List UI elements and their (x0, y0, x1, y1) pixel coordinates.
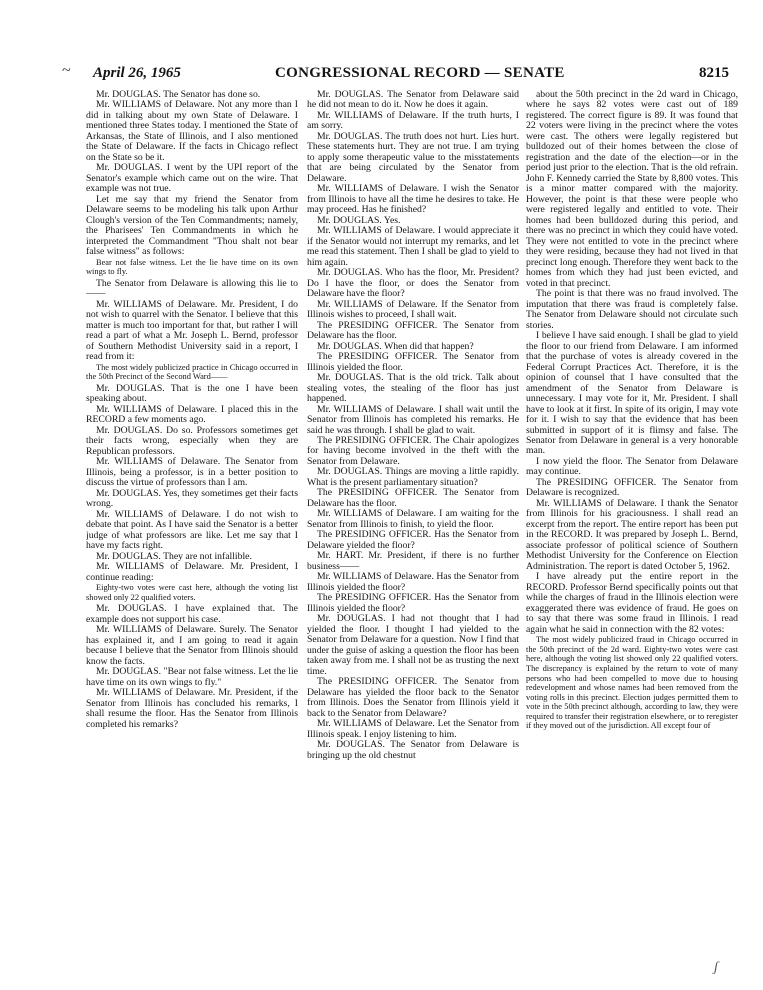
paragraph: I believe I have said enough. I shall be glad to yield the floor to our friend from Delaware. I am informed that the purchase of votes is already covered in the Federal Corrupt Practices Act. Therefore, it is the opinion of counsel that I have consulted that the amendment of the Senator from Delaware is unnecessary. I may vote for it, Mr. President. I shall have to look at it first. In spite of its origin, I may vote for it. I wish to say that the evidence that has been submitted in support of it is flimsy and false. The Senator from Delaware in general is a very honorable man. (526, 330, 738, 457)
paragraph: Mr. WILLIAMS of Delaware. I would appreciate it if the Senator would not interrupt my remarks, and let me read this statement. Then I shall be glad to yield to him again. (307, 225, 519, 268)
paragraph: Mr. WILLIAMS of Delaware. Not any more than I did in talking about my own State of Delaware. I mentioned three States today. I mentioned the State of Arkansas, the State of Illinois, and I also mentioned the State of Delaware. If the facts in Chicago reflect on the State so be it. (86, 99, 298, 163)
paragraph: Mr. DOUGLAS. When did that happen? (317, 340, 474, 352)
paragraph: Mr. WILLIAMS of Delaware. Has the Senator from Illinois yielded the floor? (307, 571, 519, 593)
paragraph: Mr. DOUGLAS. That is the old trick. Talk about stealing votes, the stealing of the floor has just happened. (307, 372, 519, 405)
paragraph: Mr. DOUGLAS. Yes. (317, 214, 401, 226)
paragraph: Mr. DOUGLAS. I went by the UPI report of the Senator's example which came out on the wire. That example was not true. (86, 162, 298, 195)
header-title: CONGRESSIONAL RECORD — SENATE (275, 65, 565, 81)
paragraph: Mr. DOUGLAS. They are not infallible. (96, 550, 252, 562)
paragraph: Mr. DOUGLAS. "Bear not false witness. Let the lie have time on its own wings to fly." (86, 666, 298, 688)
paragraph: Mr. WILLIAMS of Delaware. Mr. President, I do not wish to quarrel with the Senator. I believe that this matter is much too important for that, but rather I will read a part of what a Mr. Joseph L. Bernd, professor of Southern Methodist University said in a report, I read from it: (86, 298, 298, 363)
paragraph: Mr. DOUGLAS. Who has the floor, Mr. President? Do I have the floor, or does the Senator from Delaware have the floor? (307, 267, 519, 300)
paragraph: Mr. DOUGLAS. Things are moving a little rapidly. What is the present parliamentary situation? (307, 466, 519, 488)
paragraph: I have already put the entire report in the RECORD. Professor Bernd specifically points out that while the charges of fraud in the Illinois election were exaggerated there was evidence of fraud. He goes on to say that there was some fraud in Illinois. I read again what he said in connection with the 82 votes: (526, 571, 738, 635)
paragraph: Mr. DOUGLAS. Yes, they sometimes get their facts wrong. (86, 487, 298, 510)
column-2 (307, 90, 519, 980)
paragraph: The PRESIDING OFFICER. The Senator from Delaware has the floor. (307, 319, 519, 342)
paragraph: Mr. DOUGLAS. The truth does not hurt. Lies hurt. These statements hurt. They are not true. I am trying to apply some therapeutic value to the misstatements that are being circulated by the Senator from Delaware. (307, 130, 519, 184)
paragraph: Mr. WILLIAMS of Delaware. I do not wish to debate that point. As I have said the Senator is a better judge of what professors are like. Let me say that I have my facts right. (86, 508, 298, 552)
paragraph: Mr. WILLIAMS of Delaware. The Senator from Illinois, being a professor, is in a better position to discuss the virtue of professors than I am. (86, 456, 298, 489)
paragraph: Mr. WILLIAMS of Delaware. Surely. The Senator has explained it, and I am going to read it again because I believe that the Senator from Illinois should know the facts. (86, 624, 298, 667)
paragraph: Mr. DOUGLAS. The Senator has done so. (96, 90, 261, 100)
paragraph: I now yield the floor. The Senator from Delaware may continue. (526, 455, 738, 478)
paragraph: Mr. WILLIAMS of Delaware. I placed this in the RECORD a few moments ago. (86, 403, 298, 426)
column-1 (86, 90, 298, 980)
paragraph: Mr. WILLIAMS of Delaware. I thank the Senator from Illinois for his graciousness. I shall read an excerpt from the report. The entire report has been put in the RECORD. It was prepared by Joseph L. Bernd, associate professor of political science of Southern Methodist University for the Conference on Election Administration. The report is dated October 5, 1962. (526, 497, 738, 572)
paragraph: The PRESIDING OFFICER. Has the Senator from Illinois yielded the floor? (307, 592, 519, 614)
paragraph: Mr. DOUGLAS. The Senator from Delaware is bringing up the old chestnut (307, 739, 519, 761)
paragraph: Mr. DOUGLAS. I have explained that. The example does not support his case. (86, 603, 298, 625)
paragraph: Mr. WILLIAMS of Delaware. I shall wait until the Senator from Illinois has completed his remarks. He said he was through. I shall be glad to wait. (307, 403, 519, 436)
column-3 (526, 90, 738, 980)
header-page-number: 8215 (699, 65, 729, 81)
paragraph: The PRESIDING OFFICER. The Senator from Delaware is recognized. (526, 476, 738, 499)
paragraph: Mr. WILLIAMS of Delaware. Mr. President, I continue reading: (86, 561, 298, 583)
paragraph: Mr. DOUGLAS. I had not thought that I had yielded the floor. I thought I had yielded to the Senator from Delaware for a question. Now I find that under the guise of asking a question the floor has been taken away from me. I shall not be as trusting the next time. (307, 613, 519, 677)
paragraph: The Senator from Delaware is allowing this lie to—— (86, 277, 298, 300)
paragraph: The PRESIDING OFFICER. The Chair apologizes for having become involved in the theft with the Senator from Delaware. (307, 434, 519, 467)
paragraph: Mr. DOUGLAS. Do so. Professors sometimes get their facts wrong, especially when they are Republican professors. (86, 424, 298, 457)
corner-mark: ʃ (714, 960, 719, 975)
paragraph: Mr. HART. Mr. President, if there is no further business—— (307, 550, 519, 572)
paragraph: Mr. WILLIAMS of Delaware. I wish the Senator from Illinois to have all the time he desires to take. He may proceed. Has he finished? (307, 183, 519, 216)
header-date: April 26, 1965 (93, 65, 181, 81)
paragraph: The PRESIDING OFFICER. The Senator from Delaware has yielded the floor back to the Senator from Illinois. Does the Senator from Illinois yield it back to the Senator from Delaware? (307, 676, 519, 719)
paragraph: about the 50th precinct in the 2d ward in Chicago, where he says 82 votes were cast out of 189 registered. The correct figure is 89. It was found that 22 voters were living in the precinct where the votes were cast. The others were legally registered but bulldozed out of their homes between the close of registration and the date of the election—or in the period just prior to the election. That is the old refrain. John F. Kennedy carried the State by 8,800 votes. This is a minor matter compared with the majority. However, the point is that these were people who were registered legally and entitled to vote. Their homes had been bulldozed during this period, and there was no precinct in which they could have voted. They were not entitled to vote in the precinct where they were residing, because they had not lived in that precinct long enough. Therefore they went back to the homes from which they had just been evicted, and voted in that precinct. (526, 90, 738, 289)
paragraph: Mr. WILLIAMS of Delaware. Mr. President, if the Senator from Illinois has concluded his remarks, I shall resume the floor. Has the Senator from Illinois completed his remarks? (86, 687, 298, 730)
paragraph: Mr. WILLIAMS of Delaware. If the Senator from Illinois wishes to proceed, I shall wait. (307, 298, 519, 321)
quoted-excerpt: The most widely publicized fraud in Chicago occurred in the 50th precinct of the 2d ward. Eighty-two votes were cast here, although the voting list showed only 22 qualified voters. The discrepancy is explained by the return to vote of many persons who had been compelled to move due to housing redevelopment and whose names had been removed from the voting rolls in this precinct. Election judges permitted them to vote in the 50th precinct although, according to law, they were required to transfer their registration elsewhere, or to reregister if they moved out of the jurisdiction. All except four of (526, 635, 738, 731)
paragraph: The PRESIDING OFFICER. The Senator from Illinois yielded the floor. (307, 351, 519, 373)
paragraph: Mr. DOUGLAS. That is the one I have been speaking about. (86, 382, 298, 405)
margin-dash: ~ (62, 62, 71, 79)
paragraph: Mr. WILLIAMS of Delaware. Let the Senator from Illinois speak. I enjoy listening to him. (307, 718, 519, 740)
quoted-excerpt: The most widely publicized practice in Chicago occurred in the 50th Precinct of the Second Ward—— (86, 362, 298, 382)
paragraph: Mr. DOUGLAS. The Senator from Delaware said he did not mean to do it. Now he does it again. (307, 90, 519, 111)
quoted-excerpt: Eighty-two votes were cast here, although the voting list showed only 22 qualified voters. (86, 583, 298, 602)
paragraph: Mr. WILLIAMS of Delaware. I am waiting for the Senator from Illinois to finish, to yield the floor. (307, 508, 519, 530)
paragraph: The PRESIDING OFFICER. Has the Senator from Delaware yielded the floor? (307, 529, 519, 551)
quoted-excerpt: Bear not false witness. Let the lie have time on its own wings to fly. (86, 257, 298, 277)
paragraph: Let me say that my friend the Senator from Delaware seems to be modeling his talk upon Arthur Clough's version of the Ten Commandments; namely, the Pharisees' Ten Commandments in which he interpreted the Commandment "Thou shalt not bear false witness" as follows: (86, 193, 298, 258)
paragraph: Mr. WILLIAMS of Delaware. If the truth hurts, I am sorry. (307, 109, 519, 132)
paragraph: The PRESIDING OFFICER. The Senator from Delaware has the floor. (307, 487, 519, 509)
paragraph: The point is that there was no fraud involved. The imputation that there was fraud is completely false. The Senator from Delaware should not circulate such stories. (526, 288, 738, 331)
